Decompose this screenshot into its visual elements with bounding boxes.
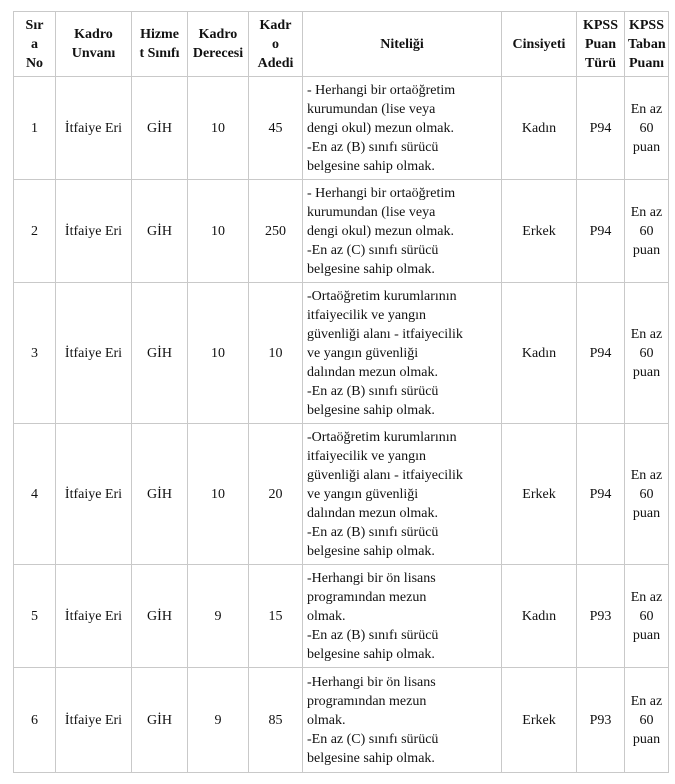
header-sira-no: Sır a No <box>14 12 56 77</box>
kadro-derecesi-cell: 9 <box>188 668 249 773</box>
hizmet-sinifi-cell: GİH <box>132 180 188 283</box>
nitelik-cell: - Herhangi bir ortaöğretim kurumundan (lise veya dengi okul) mezun olmak. -En az (B) sınıfı sürücü belgesine sahip olmak. <box>303 77 502 180</box>
hizmet-sinifi-cell: GİH <box>132 283 188 424</box>
cinsiyet-cell: Erkek <box>502 668 577 773</box>
table-row <box>14 180 669 283</box>
cinsiyet-cell: Kadın <box>502 77 577 180</box>
header-kadro-adedi: Kadr o Adedi <box>249 12 303 77</box>
table-row <box>14 283 669 424</box>
cinsiyet-cell: Kadın <box>502 565 577 668</box>
sira-no-cell: 4 <box>14 424 56 565</box>
sira-no-cell: 5 <box>14 565 56 668</box>
sira-no-cell: 1 <box>14 77 56 180</box>
puan-turu-cell: P94 <box>577 283 625 424</box>
hizmet-sinifi-cell: GİH <box>132 668 188 773</box>
taban-puan-cell: En az 60 puan <box>625 668 669 773</box>
taban-puan-cell: En az 60 puan <box>625 180 669 283</box>
puan-turu-cell: P94 <box>577 424 625 565</box>
nitelik-cell: -Ortaöğretim kurumlarının itfaiyecilik ve yangın güvenliği alanı - itfaiyecilik ve yangın güvenliği dalından mezun olmak. -En az (B) sınıfı sürücü belgesine sahip olmak. <box>303 424 502 565</box>
cinsiyet-cell: Erkek <box>502 424 577 565</box>
table-row <box>14 424 669 565</box>
table-row <box>14 668 669 773</box>
taban-puan-cell: En az 60 puan <box>625 283 669 424</box>
kadro-unvani-cell: İtfaiye Eri <box>56 283 132 424</box>
header-row <box>14 12 669 77</box>
table-row <box>14 565 669 668</box>
kadro-adedi-cell: 15 <box>249 565 303 668</box>
header-kpss-taban-puani: KPSS Taban Puanı <box>625 12 669 77</box>
kadro-adedi-cell: 20 <box>249 424 303 565</box>
kadro-unvani-cell: İtfaiye Eri <box>56 77 132 180</box>
kadro-derecesi-cell: 9 <box>188 565 249 668</box>
sira-no-cell: 2 <box>14 180 56 283</box>
kadro-derecesi-cell: 10 <box>188 283 249 424</box>
table-row <box>14 77 669 180</box>
kadro-derecesi-cell: 10 <box>188 77 249 180</box>
puan-turu-cell: P94 <box>577 180 625 283</box>
kadro-adedi-cell: 45 <box>249 77 303 180</box>
recruitment-table <box>13 11 669 773</box>
kadro-adedi-cell: 250 <box>249 180 303 283</box>
cinsiyet-cell: Erkek <box>502 180 577 283</box>
header-kadro-unvani: Kadro Unvanı <box>56 12 132 77</box>
header-cinsiyeti: Cinsiyeti <box>502 12 577 77</box>
sira-no-cell: 3 <box>14 283 56 424</box>
puan-turu-cell: P93 <box>577 668 625 773</box>
sira-no-cell: 6 <box>14 668 56 773</box>
taban-puan-cell: En az 60 puan <box>625 424 669 565</box>
kadro-adedi-cell: 10 <box>249 283 303 424</box>
kadro-derecesi-cell: 10 <box>188 180 249 283</box>
cinsiyet-cell: Kadın <box>502 283 577 424</box>
header-hizmet-sinifi: Hizme t Sınıfı <box>132 12 188 77</box>
kadro-unvani-cell: İtfaiye Eri <box>56 180 132 283</box>
taban-puan-cell: En az 60 puan <box>625 77 669 180</box>
kadro-unvani-cell: İtfaiye Eri <box>56 424 132 565</box>
taban-puan-cell: En az 60 puan <box>625 565 669 668</box>
header-kpss-puan-turu: KPSS Puan Türü <box>577 12 625 77</box>
puan-turu-cell: P94 <box>577 77 625 180</box>
nitelik-cell: -Herhangi bir ön lisans programından mezun olmak. -En az (B) sınıfı sürücü belgesine sahip olmak. <box>303 565 502 668</box>
kadro-adedi-cell: 85 <box>249 668 303 773</box>
hizmet-sinifi-cell: GİH <box>132 565 188 668</box>
hizmet-sinifi-cell: GİH <box>132 424 188 565</box>
header-kadro-derecesi: Kadro Derecesi <box>188 12 249 77</box>
nitelik-cell: -Herhangi bir ön lisans programından mezun olmak. -En az (C) sınıfı sürücü belgesine sahip olmak. <box>303 668 502 773</box>
nitelik-cell: - Herhangi bir ortaöğretim kurumundan (lise veya dengi okul) mezun olmak. -En az (C) sınıfı sürücü belgesine sahip olmak. <box>303 180 502 283</box>
recruitment-table-container <box>13 11 669 773</box>
hizmet-sinifi-cell: GİH <box>132 77 188 180</box>
kadro-unvani-cell: İtfaiye Eri <box>56 565 132 668</box>
header-niteligi: Niteliği <box>303 12 502 77</box>
kadro-derecesi-cell: 10 <box>188 424 249 565</box>
kadro-unvani-cell: İtfaiye Eri <box>56 668 132 773</box>
puan-turu-cell: P93 <box>577 565 625 668</box>
nitelik-cell: -Ortaöğretim kurumlarının itfaiyecilik ve yangın güvenliği alanı - itfaiyecilik ve yangın güvenliği dalından mezun olmak. -En az (B) sınıfı sürücü belgesine sahip olmak. <box>303 283 502 424</box>
